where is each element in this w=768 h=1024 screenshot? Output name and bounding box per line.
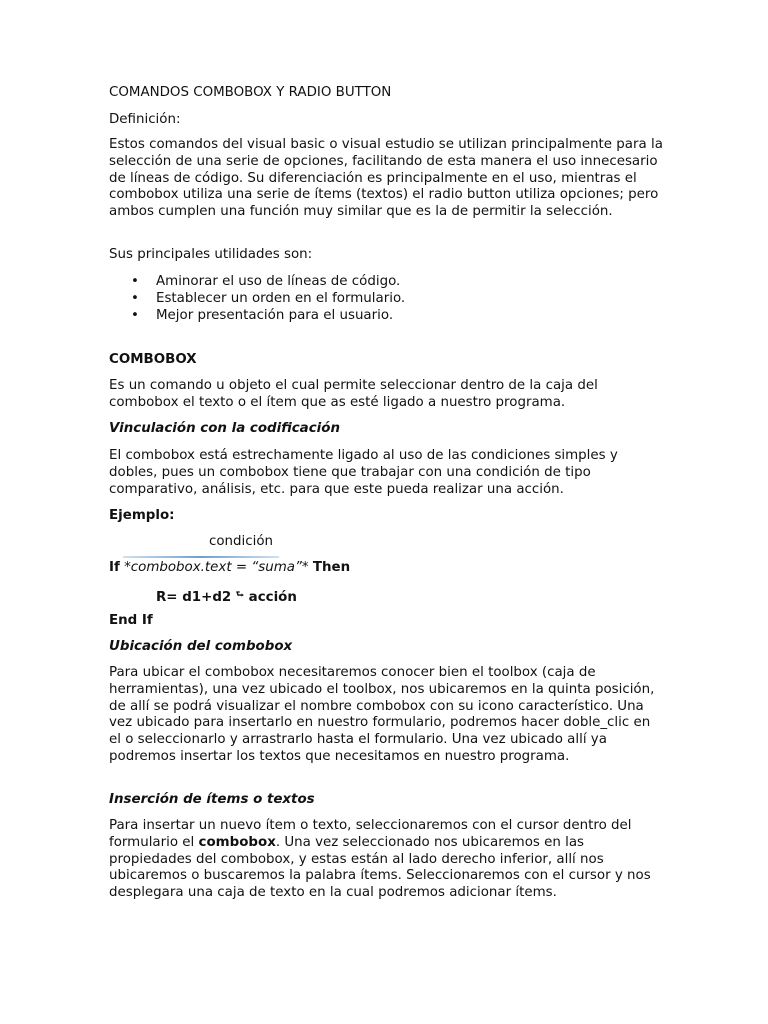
uses-list bbox=[109, 274, 405, 324]
list-item: • Mejor presentación para el usuario. bbox=[109, 308, 405, 325]
document-title: COMANDOS COMBOBOX Y RADIO BUTTON bbox=[109, 85, 392, 100]
condition-underline bbox=[123, 556, 279, 558]
intro-paragraph: Estos comandos del visual basic o visual estudio se utilizan principalmente para la selección de una serie de opciones, facilitando de esta manera el uso innecesario de líneas de código. Su diferenciación es principalmente en el uso, mientras el combobox utiliza una serie de ítems (textos) el radio button utiliza opciones; pero ambos cumplen una función muy similar que es la de permitir la selección. bbox=[109, 137, 663, 220]
ubicacion-heading: Ubicación del combobox bbox=[109, 639, 293, 654]
insercion-paragraph bbox=[109, 818, 664, 902]
condition-annotation: condición bbox=[209, 534, 274, 549]
if-keyword: If bbox=[109, 560, 120, 575]
body-code: R= d1+d2 bbox=[156, 590, 232, 605]
vinculacion-paragraph: El combobox está estrechamente ligado al uso de las condiciones simples y dobles, pues un combobox tiene que trabajar con una condición de tipo comparativo, análisis, etc. para que este pueda realizar una acción. bbox=[109, 448, 618, 497]
combobox-description: Es un comando u objeto el cual permite seleccionar dentro de la caja del combobox el texto o el ítem que as esté ligado a nuestro programa. bbox=[109, 378, 598, 410]
then-keyword: Then bbox=[312, 560, 351, 575]
insercion-text-after: . Una vez seleccionado nos ubicaremos en las propiedades del combobox, y estas están al lado derecho inferior, allí nos ubicaremos o buscaremos la palabra ítems. Seleccionaremos con el cursor y nos desplegara una caja de texto en la cual podremos adicionar ítems. bbox=[109, 834, 651, 901]
condition-code: *combobox.text = “suma”* bbox=[119, 560, 313, 575]
uses-label: Sus principales utilidades son: bbox=[109, 247, 313, 262]
end-if-line: End If bbox=[109, 613, 153, 628]
list-item: • Aminorar el uso de líneas de código. bbox=[109, 274, 405, 291]
example-label: Ejemplo: bbox=[109, 508, 175, 523]
insercion-text-before: Para insertar un nuevo ítem o texto, seleccionaremos con el cursor dentro del formulario el bbox=[109, 818, 632, 850]
combobox-heading: COMBOBOX bbox=[109, 352, 197, 367]
insercion-text-bold: combobox bbox=[198, 834, 276, 850]
action-annotation: acción bbox=[248, 590, 297, 605]
list-item: • Establecer un orden en el formulario. bbox=[109, 291, 405, 308]
body-code-line bbox=[156, 587, 297, 607]
ubicacion-paragraph: Para ubicar el combobox necesitaremos conocer bien el toolbox (caja de herramientas), una vez ubicado el toolbox, nos ubicaremos en la quinta posición, de allí se podrá visualizar el nombre combobox con su icono característico. Una vez ubicado para insertarlo en nuestro formulario, podremos hacer doble_clic en el o seleccionarlo y arrastrarlo hasta el formulario. Una vez ubicado allí ya podremos insertar los textos que necesitamos en nuestro programa. bbox=[109, 665, 655, 764]
if-code-line bbox=[109, 560, 350, 577]
arrow-icon: ⮑ bbox=[235, 590, 244, 600]
vinculacion-heading: Vinculación con la codificación bbox=[109, 421, 340, 436]
definition-label: Definición: bbox=[109, 112, 181, 127]
insercion-heading: Inserción de ítems o textos bbox=[109, 792, 315, 807]
